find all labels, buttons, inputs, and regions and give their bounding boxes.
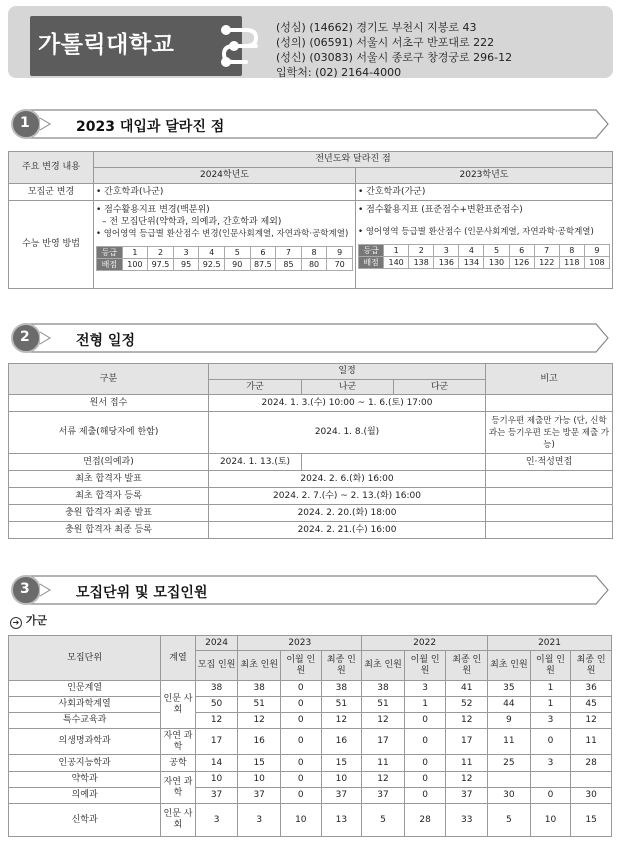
- quota-value: 10: [281, 804, 322, 837]
- quota-value: 52: [446, 697, 488, 713]
- th-da: 다군: [394, 380, 486, 395]
- quota-value: 11: [362, 755, 405, 772]
- quota-value: 0: [281, 713, 322, 729]
- quota-value: 0: [530, 788, 571, 804]
- grade-cell: 80: [301, 259, 327, 271]
- csat-2024-cell: [94, 201, 356, 289]
- sched-label: 충원 합격자 최종 등록: [9, 522, 209, 539]
- row-label: 수능 반영 방법: [9, 201, 94, 289]
- quota-value: 28: [571, 755, 612, 772]
- th-sub: 이월 인원: [404, 651, 446, 681]
- table-row: [9, 755, 612, 772]
- th-sub: 최초 인원: [238, 651, 281, 681]
- quota-value: 0: [281, 755, 322, 772]
- sched-value: 2024. 2. 6.(화) 16:00: [209, 471, 486, 488]
- unit-name: 특수교육과: [9, 713, 161, 729]
- grade-cell: 1: [384, 245, 409, 257]
- quota-value: 0: [404, 788, 446, 804]
- quota-value: 33: [446, 804, 488, 837]
- quota-value: 11: [446, 755, 488, 772]
- table-row: [9, 772, 612, 788]
- grade-cell: 136: [434, 257, 459, 269]
- th-sub: 최종 인원: [446, 651, 488, 681]
- sched-label: 최초 합격자 발표: [9, 471, 209, 488]
- sched-label: 원서 접수: [9, 395, 209, 412]
- table-row: [9, 788, 612, 804]
- score-label: 배점: [97, 259, 123, 271]
- quota-value: 14: [195, 755, 238, 772]
- th-year: 2021: [488, 636, 612, 651]
- table-row: [9, 729, 612, 755]
- quota-value: 0: [281, 772, 322, 788]
- grade-cell: 2: [148, 247, 174, 259]
- quota-value: 37: [362, 788, 405, 804]
- header-banner: [8, 6, 613, 78]
- grade-table-2023: [358, 244, 610, 269]
- quota-value: 11: [488, 729, 531, 755]
- section-title: 전형 일정: [76, 333, 135, 349]
- quota-value: 0: [404, 729, 446, 755]
- grade-cell: 7: [276, 247, 302, 259]
- quota-value: 16: [321, 729, 362, 755]
- table-row: [9, 697, 612, 713]
- grade-cell: 3: [434, 245, 459, 257]
- quota-value: 17: [195, 729, 238, 755]
- quota-value: 12: [446, 713, 488, 729]
- quota-value: 36: [571, 681, 612, 697]
- grade-cell: 9: [584, 245, 609, 257]
- grade-cell: 126: [509, 257, 534, 269]
- grade-cell: 6: [250, 247, 276, 259]
- unit-name: 약학과: [9, 772, 161, 788]
- th-sub: 최초 인원: [362, 651, 405, 681]
- quota-value: 25: [488, 755, 531, 772]
- cell-text: • 점수활용지표 변경(백분위): [96, 205, 210, 215]
- unit-name: 인공지능학과: [9, 755, 161, 772]
- cell-text: • 영어영역 등급별 환산점수 (인문사회계열, 자연과학·공학계열): [358, 227, 594, 237]
- th-field: 계열: [161, 636, 196, 681]
- section-title: 2023 대입과 달라진 점: [76, 119, 225, 135]
- quota-value: 9: [488, 713, 531, 729]
- subhead-label: 가군: [25, 614, 48, 627]
- phone-line: 입학처: (02) 2164-4000: [276, 66, 402, 79]
- quota-value: 30: [571, 788, 612, 804]
- th-na: 나군: [302, 380, 394, 395]
- th-year: 2023: [238, 636, 362, 651]
- quota-value: 15: [238, 755, 281, 772]
- cell-text: • 간호학과(나군): [94, 184, 356, 201]
- quota-value: 0: [530, 729, 571, 755]
- quota-value: [571, 772, 612, 788]
- grade-cell: 6: [509, 245, 534, 257]
- quota-value: 51: [362, 697, 405, 713]
- field-name: 공학: [161, 755, 196, 772]
- section-title: 모집단위 및 모집인원: [76, 585, 208, 601]
- quota-value: 1: [530, 681, 571, 697]
- quota-value: 3: [238, 804, 281, 837]
- quota-value: 37: [321, 788, 362, 804]
- sched-label: 최초 합격자 등록: [9, 488, 209, 505]
- section-number: 2: [20, 329, 30, 345]
- section-number: 3: [20, 581, 30, 597]
- sched-label: 서류 제출(해당자에 한함): [9, 412, 209, 454]
- quota-value: [530, 772, 571, 788]
- section-header-3: [8, 574, 612, 606]
- cell-text: – 전 모집단위(약학과, 의예과, 간호학과 제외): [102, 217, 282, 227]
- sched-value: 2024. 2. 7.(수) ~ 2. 13.(화) 16:00: [209, 488, 486, 505]
- quota-value: 50: [195, 697, 238, 713]
- unit-name: 신학과: [9, 804, 161, 837]
- quota-value: 17: [362, 729, 405, 755]
- quota-value: 12: [571, 713, 612, 729]
- quota-value: 3: [195, 804, 238, 837]
- sched-value: 2024. 1. 3.(수) 10:00 ~ 1. 6.(토) 17:00: [209, 395, 486, 412]
- quota-value: 0: [281, 697, 322, 713]
- quota-value: 38: [362, 681, 405, 697]
- sched-label: 충원 합격자 최종 발표: [9, 505, 209, 522]
- section-header-1: [8, 108, 612, 140]
- grade-label: 등급: [359, 245, 384, 257]
- grade-cell: 122: [534, 257, 559, 269]
- grade-cell: 87.5: [250, 259, 276, 271]
- quota-value: 12: [321, 713, 362, 729]
- grade-cell: 90: [224, 259, 250, 271]
- quota-value: 38: [195, 681, 238, 697]
- sched-note: [486, 488, 613, 505]
- grade-cell: 134: [459, 257, 484, 269]
- th-sub: 이월 인원: [281, 651, 322, 681]
- th-sub: 최종 인원: [571, 651, 612, 681]
- sched-note: [486, 471, 613, 488]
- sched-label: 면접(의예과): [9, 454, 209, 471]
- th-sched: 일정: [209, 364, 486, 380]
- quota-value: [488, 772, 531, 788]
- grade-cell: 118: [559, 257, 584, 269]
- quota-value: 5: [362, 804, 405, 837]
- th-year: 2024: [195, 636, 238, 651]
- unit-name: 의예과: [9, 788, 161, 804]
- quota-value: 10: [238, 772, 281, 788]
- university-title: 가톨릭대학교: [38, 32, 175, 58]
- quota-value: 12: [362, 713, 405, 729]
- changes-table: [8, 151, 613, 289]
- address-line: (성신) (03083) 서울시 종로구 창경궁로 296-12: [276, 51, 513, 64]
- quota-value: 45: [571, 697, 612, 713]
- th-ga: 가군: [209, 380, 302, 395]
- quota-value: 30: [488, 788, 531, 804]
- grade-cell: 5: [484, 245, 509, 257]
- quota-value: 16: [238, 729, 281, 755]
- quota-value: 3: [530, 755, 571, 772]
- grade-cell: 8: [559, 245, 584, 257]
- grade-cell: 92.5: [199, 259, 225, 271]
- grade-cell: 95: [173, 259, 199, 271]
- chain-icon: [216, 20, 264, 72]
- quota-value: 17: [446, 729, 488, 755]
- subhead: [10, 612, 47, 629]
- grade-cell: 108: [584, 257, 609, 269]
- quota-value: 3: [404, 681, 446, 697]
- row-label: 모집군 변경: [9, 184, 94, 201]
- quota-value: 12: [362, 772, 405, 788]
- quota-value: 28: [404, 804, 446, 837]
- field-name: 자연 과학: [161, 772, 196, 804]
- cell-text: • 간호학과(가군): [356, 184, 613, 201]
- quota-value: 51: [238, 697, 281, 713]
- grade-cell: 8: [301, 247, 327, 259]
- th-2023: 2023학년도: [356, 168, 613, 184]
- grade-cell: 4: [459, 245, 484, 257]
- sched-value: 2024. 1. 8.(월): [209, 412, 486, 454]
- schedule-table: [8, 363, 613, 539]
- grade-cell: 3: [173, 247, 199, 259]
- grade-cell: 70: [327, 259, 353, 271]
- grade-cell: 138: [409, 257, 434, 269]
- unit-name: 사회과학계열: [9, 697, 161, 713]
- quota-value: 44: [488, 697, 531, 713]
- quota-value: 51: [321, 697, 362, 713]
- quota-value: 1: [530, 697, 571, 713]
- quota-value: 1: [404, 697, 446, 713]
- quota-value: 12: [195, 713, 238, 729]
- quota-value: 3: [530, 713, 571, 729]
- quota-value: 0: [404, 772, 446, 788]
- quota-value: 10: [530, 804, 571, 837]
- quota-value: 15: [321, 755, 362, 772]
- quota-value: 12: [238, 713, 281, 729]
- table-row: [9, 804, 612, 837]
- sched-note: [486, 395, 613, 412]
- th-year: 2022: [362, 636, 488, 651]
- quota-value: 35: [488, 681, 531, 697]
- quota-value: 37: [195, 788, 238, 804]
- sched-value: 2024. 2. 21.(수) 16:00: [209, 522, 486, 539]
- th-compare: 전년도와 달라진 점: [94, 152, 613, 168]
- grade-cell: 140: [384, 257, 409, 269]
- quota-value: 38: [238, 681, 281, 697]
- quota-value: 37: [238, 788, 281, 804]
- grade-table-2024: [96, 246, 353, 271]
- sched-note: 등기우편 제출만 가능 (단, 신학과는 등기우편 또는 방문 제출 가능): [486, 412, 613, 454]
- grade-cell: 4: [199, 247, 225, 259]
- grade-cell: 9: [327, 247, 353, 259]
- sched-note: [486, 522, 613, 539]
- quota-value: 0: [281, 681, 322, 697]
- quota-value: 10: [321, 772, 362, 788]
- quota-value: 15: [571, 804, 612, 837]
- arrow-circle-icon: ➔: [10, 617, 22, 629]
- grade-cell: 1: [122, 247, 148, 259]
- table-row: [9, 713, 612, 729]
- sched-note: 인·적성면접: [486, 454, 613, 471]
- unit-name: 의생명과학과: [9, 729, 161, 755]
- quota-value: 0: [404, 755, 446, 772]
- th-2024: 2024학년도: [94, 168, 356, 184]
- csat-2023-cell: [356, 201, 613, 289]
- cell-text: • 점수활용지표 (표준점수+변환표준점수): [358, 205, 523, 215]
- quota-value: 37: [446, 788, 488, 804]
- quota-value: 12: [446, 772, 488, 788]
- field-name: 인문 사회: [161, 681, 196, 729]
- cell-text: • 영어영역 등급별 환산점수 변경(인문사회계열, 자연과학·공학계열): [96, 229, 349, 239]
- th-item: 주요 변경 내용: [9, 152, 94, 184]
- grade-cell: 100: [122, 259, 148, 271]
- th-unit: 모집단위: [9, 636, 161, 681]
- th-sub: 이월 인원: [530, 651, 571, 681]
- address-line: (성심) (14662) 경기도 부천시 지봉로 43: [276, 21, 477, 34]
- sched-value: 2024. 1. 13.(토): [209, 454, 302, 471]
- sched-empty: [302, 454, 486, 471]
- section-number: 1: [20, 115, 30, 131]
- quota-value: 0: [404, 713, 446, 729]
- quota-value: 0: [281, 788, 322, 804]
- quota-value: 0: [281, 729, 322, 755]
- grade-cell: 2: [409, 245, 434, 257]
- section-header-2: [8, 322, 612, 354]
- address-line: (성의) (06591) 서울시 서초구 반포대로 222: [276, 36, 495, 49]
- th-note: 비고: [486, 364, 613, 395]
- contact-info: [276, 20, 512, 80]
- quota-value: 13: [321, 804, 362, 837]
- quota-value: 41: [446, 681, 488, 697]
- grade-cell: 97.5: [148, 259, 174, 271]
- quota-value: 11: [571, 729, 612, 755]
- grade-cell: 5: [224, 247, 250, 259]
- grade-cell: 85: [276, 259, 302, 271]
- grade-cell: 130: [484, 257, 509, 269]
- table-row: [9, 681, 612, 697]
- th-sub: 모집 인원: [195, 651, 238, 681]
- quota-value: 5: [488, 804, 531, 837]
- th-div: 구분: [9, 364, 209, 395]
- grade-cell: 7: [534, 245, 559, 257]
- field-name: 자연 과학: [161, 729, 196, 755]
- sched-note: [486, 505, 613, 522]
- quota-value: 10: [195, 772, 238, 788]
- quota-table: [8, 635, 612, 837]
- unit-name: 인문계열: [9, 681, 161, 697]
- quota-value: 38: [321, 681, 362, 697]
- field-name: 인문 사회: [161, 804, 196, 837]
- th-sub: 최초 인원: [488, 651, 531, 681]
- grade-label: 등급: [97, 247, 123, 259]
- th-sub: 최종 인원: [321, 651, 362, 681]
- sched-value: 2024. 2. 20.(화) 18:00: [209, 505, 486, 522]
- score-label: 배점: [359, 257, 384, 269]
